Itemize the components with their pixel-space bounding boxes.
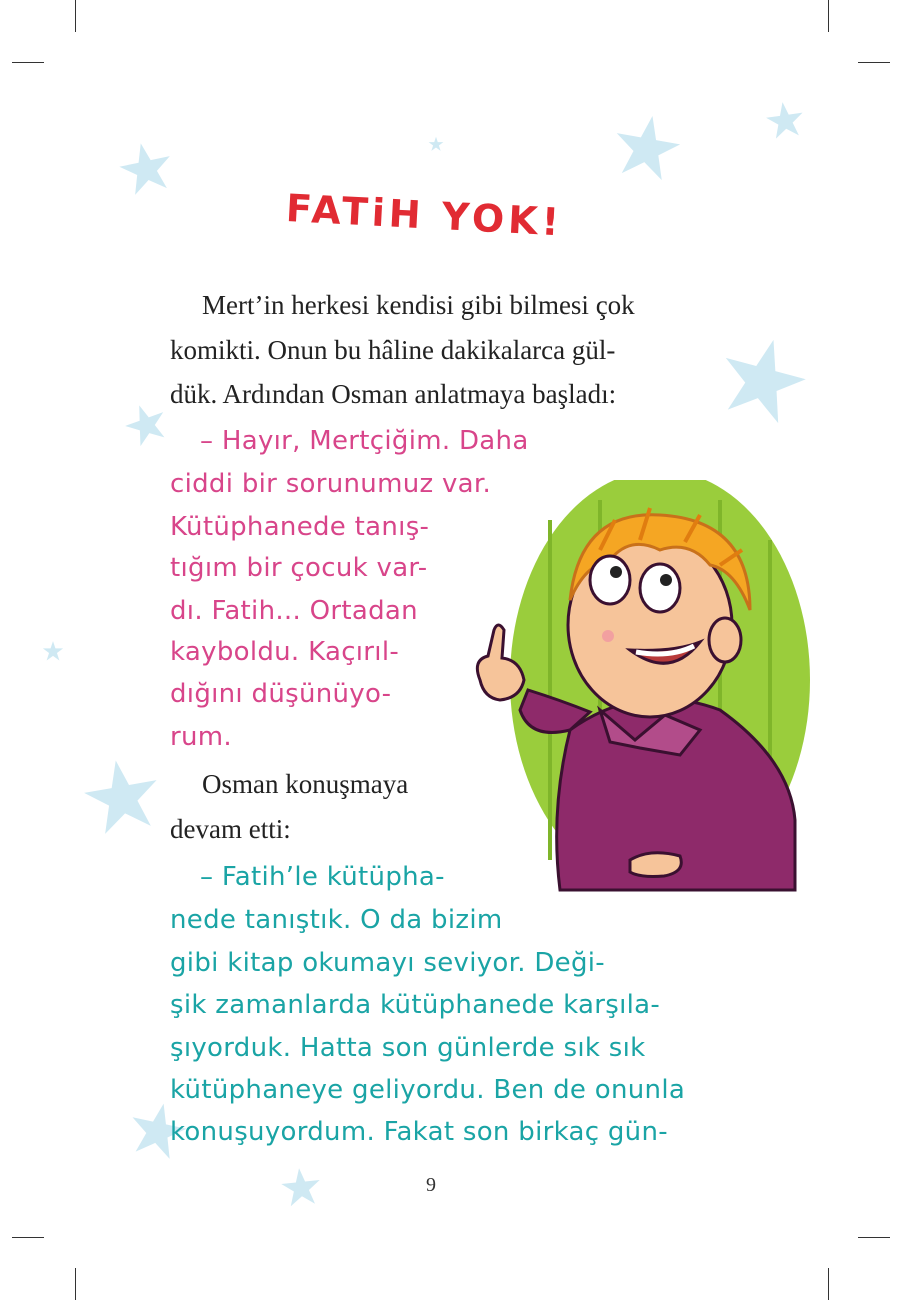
star-icon xyxy=(765,100,805,140)
speech-line: nede tanıştık. O da bizim xyxy=(170,905,503,935)
star-icon xyxy=(124,402,168,446)
speech-line: şik zamanlarda kütüphanede karşıla- xyxy=(170,990,661,1020)
speech-line: ciddi bir sorunumuz var. xyxy=(170,469,492,499)
crop-mark xyxy=(12,62,44,63)
crop-mark xyxy=(75,1268,76,1300)
speech-line: dığını düşünüyo- xyxy=(170,679,392,709)
star-icon xyxy=(118,140,174,196)
speech-line: şıyorduk. Hatta son günlerde sık sık xyxy=(170,1033,646,1063)
speech-line: dı. Fatih... Ortadan xyxy=(170,596,418,626)
crop-mark xyxy=(828,0,829,32)
boy-illustration xyxy=(450,480,810,910)
text-line: Osman konuşmaya xyxy=(202,769,409,799)
crop-mark xyxy=(75,0,76,32)
speech-line: rum. xyxy=(170,722,232,752)
star-icon xyxy=(718,334,808,424)
star-icon xyxy=(612,112,682,182)
speech-line: kayboldu. Kaçırıl- xyxy=(170,637,400,667)
speech-line: gibi kitap okumayı seviyor. Deği- xyxy=(170,948,605,978)
text-line: komikti. Onun bu hâline dakikalarca gül- xyxy=(170,335,616,365)
star-icon xyxy=(82,756,162,836)
crop-mark xyxy=(828,1268,829,1300)
speech-line: tığım bir çocuk var- xyxy=(170,553,428,583)
crop-mark xyxy=(858,62,890,63)
crop-mark xyxy=(858,1237,890,1238)
speech-line: – Fatih’le kütüpha- xyxy=(200,862,445,892)
crop-mark xyxy=(12,1237,44,1238)
text-line: devam etti: xyxy=(170,814,291,844)
speech-line: konuşuyordum. Fakat son birkaç gün- xyxy=(170,1117,668,1147)
text-line: dük. Ardından Osman anlatmaya başladı: xyxy=(170,379,617,409)
star-icon xyxy=(428,136,444,152)
speech-line: Kütüphanede tanış- xyxy=(170,512,430,542)
star-icon xyxy=(42,640,64,662)
page-title: FATiH YOK! xyxy=(284,186,565,245)
speech-line: – Hayır, Mertçiğim. Daha xyxy=(200,426,529,456)
text-line: Mert’in herkesi kendisi gibi bilmesi çok xyxy=(202,290,635,320)
speech-line: kütüphaneye geliyordu. Ben de onunla xyxy=(170,1075,686,1105)
page-number: 9 xyxy=(426,1174,436,1196)
